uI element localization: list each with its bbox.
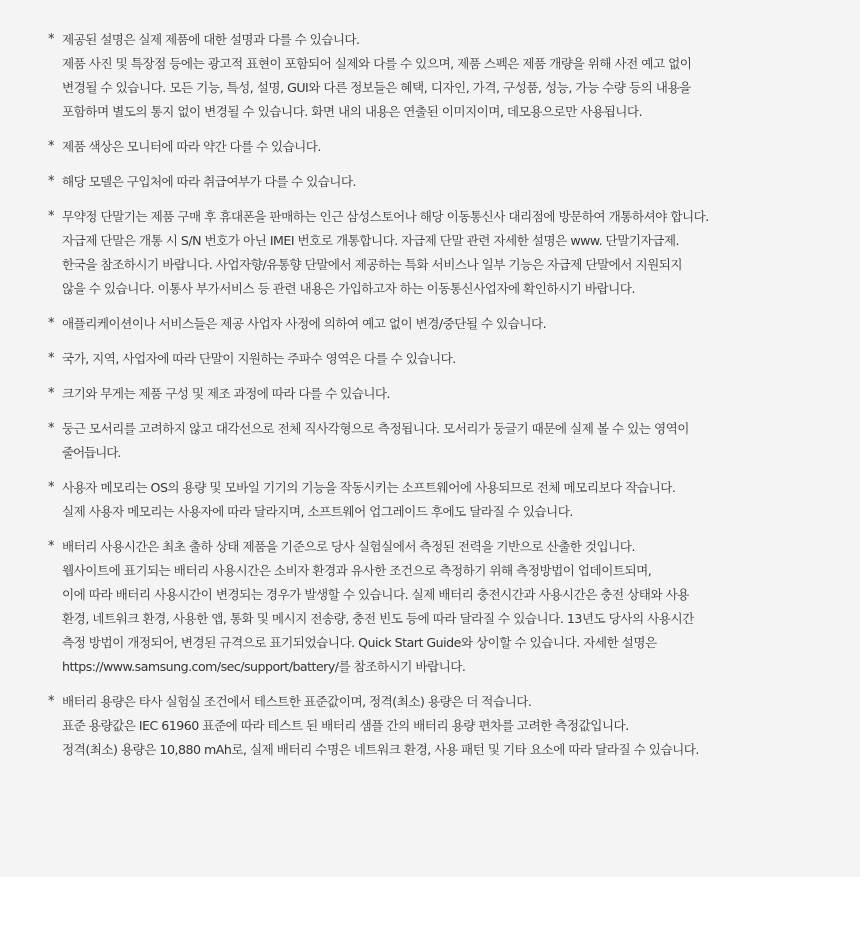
disclaimer-item [0,28,860,124]
disclaimer-text-line: 배터리 용량은 타사 실험실 조건에서 테스트한 표준값이며, 정격(최소) 용량은 더 적습니다. [62,694,532,709]
disclaimer-text-line: 무약정 단말기는 제품 구매 후 휴대폰을 판매하는 인근 삼성스토어나 해당 이동통신사 대리점에 방문하여 개통하셔야 합니다. [62,209,709,224]
asterisk-bullet: * [48,694,55,709]
disclaimer-text-line: 측정 방법이 개정되어, 변경된 규격으로 표기되었습니다. Quick Start Guide와 상이할 수 있습니다. 자세한 설명은 [62,635,657,650]
disclaimer-text-line: 한국을 참조하시기 바랍니다. 사업자향/유통향 단말에서 제공하는 특화 서비스나 일부 기능은 자급제 단말에서 지원되지 [62,257,683,272]
asterisk-bullet: * [48,539,55,554]
disclaimer-item [0,205,860,301]
disclaimer-item [0,535,860,679]
disclaimer-text-line: 변경될 수 있습니다. 모든 기능, 특성, 설명, GUI와 다른 정보들은 혜택, 디자인, 가격, 구성품, 성능, 가능 수량 등의 내용을 [62,80,691,95]
disclaimer-text-line: 국가, 지역, 사업자에 따라 단말이 지원하는 주파수 영역은 다를 수 있습니다. [62,351,456,366]
disclaimer-item [0,476,860,524]
asterisk-bullet: * [48,174,55,189]
disclaimer-text-line: 표준 용량값은 IEC 61960 표준에 따라 테스트 된 배터리 샘플 간의 배터리 용량 편차를 고려한 측정값입니다. [62,718,629,733]
disclaimer-text-line: 해당 모델은 구입처에 따라 취급여부가 다를 수 있습니다. [62,174,356,189]
disclaimer-text-line: 제공된 설명은 실제 제품에 대한 설명과 다를 수 있습니다. [62,32,360,47]
disclaimer-text-line: 환경, 네트워크 환경, 사용한 앱, 통화 및 메시지 전송량, 충전 빈도 등에 따라 달라질 수 있습니다. 13년도 당사의 사용시간 [62,611,694,626]
disclaimer-text-line: 줄어듭니다. [62,445,121,460]
disclaimer-text-line: 제품 사진 및 특장점 등에는 광고적 표현이 포함되어 실제와 다를 수 있으며, 제품 스펙은 제품 개량을 위해 사전 예고 없이 [62,56,692,71]
disclaimer-text-line: 포함하며 별도의 통지 없이 변경될 수 있습니다. 화면 내의 내용은 연출된 이미지이며, 데모용으로만 사용됩니다. [62,104,643,119]
disclaimer-text-line: 크기와 무게는 제품 구성 및 제조 과정에 따라 다를 수 있습니다. [62,386,390,401]
disclaimer-text-line: 이에 따라 배터리 사용시간이 변경되는 경우가 발생할 수 있습니다. 실제 배터리 충전시간과 사용시간은 충전 상태와 사용 [62,587,689,602]
disclaimer-text-line: 사용자 메모리는 OS의 용량 및 모바일 기기의 기능을 작동시키는 소프트웨어에 사용되므로 전체 메모리보다 작습니다. [62,480,676,495]
disclaimer-item [0,417,860,465]
disclaimer-item [0,170,860,194]
asterisk-bullet: * [48,351,55,366]
disclaimer-item [0,135,860,159]
disclaimer-text-line: 배터리 사용시간은 최초 출하 상태 제품을 기준으로 당사 실험실에서 측정된 전력을 기반으로 산출한 것입니다. [62,539,635,554]
disclaimer-text-line: https://www.samsung.com/sec/support/battery/를 참조하시기 바랍니다. [62,659,466,674]
asterisk-bullet: * [48,209,55,224]
asterisk-bullet: * [48,32,55,47]
asterisk-bullet: * [48,139,55,154]
disclaimer-item [0,347,860,371]
disclaimer-text-line: 정격(최소) 용량은 10,880 mAh로, 실제 배터리 수명은 네트워크 환경, 사용 패턴 및 기타 요소에 따라 달라질 수 있습니다. [62,742,699,757]
disclaimer-text-line: 웹사이트에 표기되는 배터리 사용시간은 소비자 환경과 유사한 조건으로 측정하기 위해 측정방법이 업데이트되며, [62,563,652,578]
disclaimer-text-line: 않을 수 있습니다. 이통사 부가서비스 등 관련 내용은 가입하고자 하는 이동통신사업자에 확인하시기 바랍니다. [62,281,635,296]
disclaimer-item [0,690,860,762]
disclaimer-text-line: 자급제 단말은 개통 시 S/N 번호가 아닌 IMEI 번호로 개통합니다. 자급제 단말 관련 자세한 설명은 www. 단말기자급제. [62,233,680,248]
disclaimer-text-line: 제품 색상은 모니터에 따라 약간 다를 수 있습니다. [62,139,321,154]
disclaimer-item [0,312,860,336]
asterisk-bullet: * [48,421,55,436]
disclaimer-text-line: 둥근 모서리를 고려하지 않고 대각선으로 전체 직사각형으로 측정됩니다. 모서리가 둥글기 때문에 실제 볼 수 있는 영역이 [62,421,689,436]
disclaimer-text-line: 애플리케이션이나 서비스들은 제공 사업자 사정에 의하여 예고 없이 변경/중단될 수 있습니다. [62,316,547,331]
asterisk-bullet: * [48,480,55,495]
asterisk-bullet: * [48,316,55,331]
asterisk-bullet: * [48,386,55,401]
disclaimer-text-line: 실제 사용자 메모리는 사용자에 따라 달라지며, 소프트웨어 업그레이드 후에도 달라질 수 있습니다. [62,504,573,519]
disclaimer-item [0,382,860,406]
